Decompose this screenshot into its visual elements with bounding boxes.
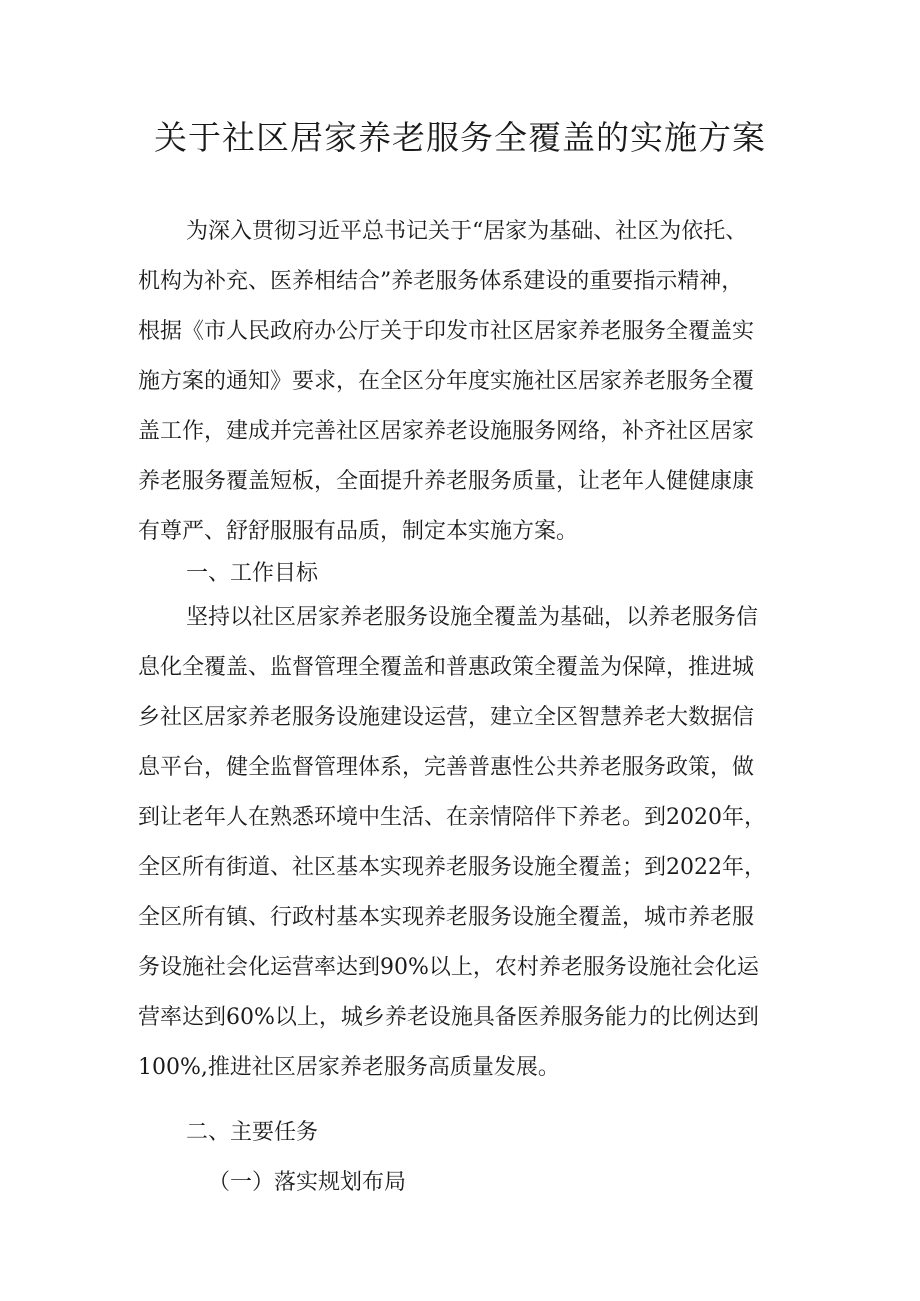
paragraph-line: 100%,推进社区居家养老服务高质量发展。 (138, 1055, 560, 1080)
paragraph-line: 为深入贯彻习近平总书记关于“居家为基础、社区为依托、 (186, 219, 748, 244)
paragraph-line: 机构为补充、医养相结合”养老服务体系建设的重要指示精神， (138, 269, 744, 294)
paragraph-line: 根据《市人民政府办公厅关于印发市社区居家养老服务全覆盖实 (138, 319, 755, 344)
paragraph-line: 施方案的通知》要求，在全区分年度实施社区居家养老服务全覆 (138, 369, 755, 394)
section-heading: 一、工作目标 (186, 561, 319, 586)
section-heading: 二、主要任务 (186, 1120, 319, 1145)
paragraph-line: 坚持以社区居家养老服务设施全覆盖为基础，以养老服务信 (186, 605, 759, 630)
paragraph-line: 全区所有镇、行政村基本实现养老服务设施全覆盖，城市养老服 (138, 905, 755, 930)
paragraph-line: 有尊严、舒舒服服有品质，制定本实施方案。 (138, 519, 579, 544)
subsection-heading: （一）落实规划布局 (208, 1170, 407, 1195)
paragraph-line: 养老服务覆盖短板，全面提升养老服务质量，让老年人健健康康 (138, 469, 755, 494)
paragraph-line: 务设施社会化运营率达到90%以上，农村养老服务设施社会化运 (138, 955, 759, 980)
paragraph-line: 营率达到60%以上，城乡养老设施具备医养服务能力的比例达到 (138, 1005, 759, 1030)
paragraph-line: 盖工作，建成并完善社区居家养老设施服务网络，补齐社区居家 (138, 419, 755, 444)
paragraph-line: 息化全覆盖、监督管理全覆盖和普惠政策全覆盖为保障，推进城 (138, 655, 755, 680)
document-title: 关于社区居家养老服务全覆盖的实施方案 (154, 118, 766, 157)
paragraph-line: 到让老年人在熟悉环境中生活、在亲情陪伴下养老。到2020年， (138, 805, 766, 830)
paragraph-line: 全区所有街道、社区基本实现养老服务设施全覆盖；到2022年， (138, 855, 766, 880)
paragraph-line: 乡社区居家养老服务设施建设运营，建立全区智慧养老大数据信 (138, 705, 755, 730)
paragraph-line: 息平台，健全监督管理体系，完善普惠性公共养老服务政策，做 (138, 755, 755, 780)
